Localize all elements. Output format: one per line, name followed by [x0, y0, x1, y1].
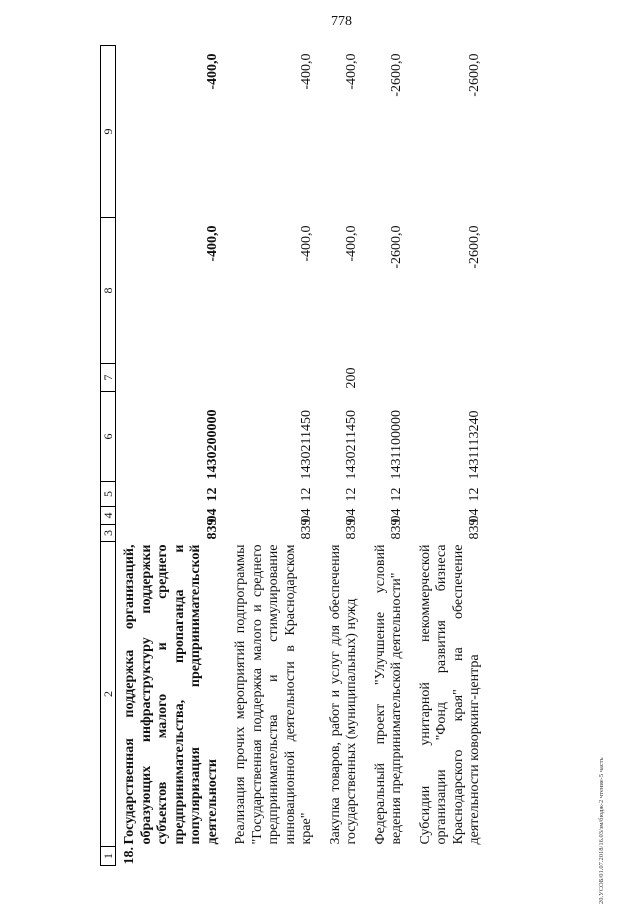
- rotated-table-container: [100, 46, 566, 866]
- cell-amount-2: -2600,0: [467, 53, 483, 97]
- cell-amount-2: -400,0: [299, 53, 315, 90]
- cell-expense-type: [116, 364, 228, 392]
- cell-expense-type: [367, 364, 412, 392]
- header-cell: 8: [101, 218, 116, 364]
- cell-ministry-code: 839: [389, 518, 405, 540]
- table-row: [412, 46, 490, 866]
- row-number: [412, 847, 490, 866]
- row-number: 18.: [122, 847, 138, 865]
- cell-ministry-code: 839: [299, 518, 315, 540]
- cell-amount-2: -2600,0: [389, 53, 405, 97]
- cell-amount-1: -400,0: [344, 225, 360, 262]
- cell-subsection: 12: [389, 487, 405, 502]
- row-number: [227, 847, 322, 866]
- header-cell: 6: [101, 392, 116, 482]
- cell-ministry-code: 839: [467, 518, 483, 540]
- cell-amount-1: -400,0: [204, 225, 220, 262]
- table-row: [227, 46, 322, 866]
- budget-table: [100, 45, 490, 866]
- cell-subsection: 12: [299, 487, 315, 502]
- cell-amount-2: -400,0: [204, 53, 220, 90]
- table-row: [322, 46, 367, 866]
- row-name: Реализация прочих мероприятий подпрограммы "Государственная поддержка малого и среднего предпринимательства и стимулирование инновационной деятельности в Краснодарском крае": [233, 544, 315, 845]
- row-name: Государственная поддержка организаций, образующих инфраструктуру поддержки субъектов малого и среднего предпринимательства, пропаганда и популяризация предпринимательской деятельности: [122, 544, 220, 845]
- cell-expense-type: [412, 364, 490, 392]
- cell-section: 04: [467, 508, 483, 523]
- row-name: Федеральный проект "Улучшение условий ведения предпринимательской деятельности": [372, 544, 405, 845]
- table-header-row: [101, 46, 116, 866]
- header-cell: 7: [101, 364, 116, 392]
- header-cell: 5: [101, 482, 116, 507]
- table-row: [116, 46, 228, 866]
- row-name: Закупка товаров, работ и услуг для обеспечения государственных (муниципальных) нужд: [327, 544, 360, 845]
- header-cell: 4: [101, 507, 116, 525]
- cell-subsection: 12: [204, 487, 220, 502]
- row-name: Субсидии унитарной некоммерческой организации "Фонд развития бизнеса Краснодарского края" на обеспечение деятельности коворкинг-центра: [417, 544, 483, 845]
- cell-amount-1: -2600,0: [467, 225, 483, 269]
- cell-section: 04: [299, 508, 315, 523]
- header-cell: 2: [101, 542, 116, 847]
- cell-amount-1: -400,0: [299, 225, 315, 262]
- table-row: [367, 46, 412, 866]
- header-cell: 9: [101, 46, 116, 218]
- cell-ministry-code: 839: [204, 518, 220, 540]
- row-number: [367, 847, 412, 866]
- cell-section: 04: [344, 508, 360, 523]
- cell-subsection: 12: [467, 487, 483, 502]
- cell-target-article: 1431100000: [389, 410, 405, 480]
- cell-section: 04: [204, 508, 220, 523]
- footer-code: 20.УСОБ/01.07.2018/16.03/зм/бюдж-2 чтение-5 часть: [598, 757, 605, 904]
- cell-target-article: 1431113240: [467, 410, 483, 480]
- cell-expense-type: [227, 364, 322, 392]
- header-cell: 3: [101, 525, 116, 542]
- cell-section: 04: [389, 508, 405, 523]
- cell-ministry-code: 839: [344, 518, 360, 540]
- cell-amount-2: -400,0: [344, 53, 360, 90]
- row-number: [322, 847, 367, 866]
- cell-target-article: 1430200000: [204, 409, 220, 480]
- header-cell: 1: [101, 847, 116, 866]
- cell-target-article: 1430211450: [344, 410, 360, 480]
- cell-amount-1: -2600,0: [389, 225, 405, 269]
- page-number: 778: [331, 14, 352, 29]
- cell-expense-type: 200: [344, 367, 360, 389]
- cell-target-article: 1430211450: [299, 410, 315, 480]
- cell-subsection: 12: [344, 487, 360, 502]
